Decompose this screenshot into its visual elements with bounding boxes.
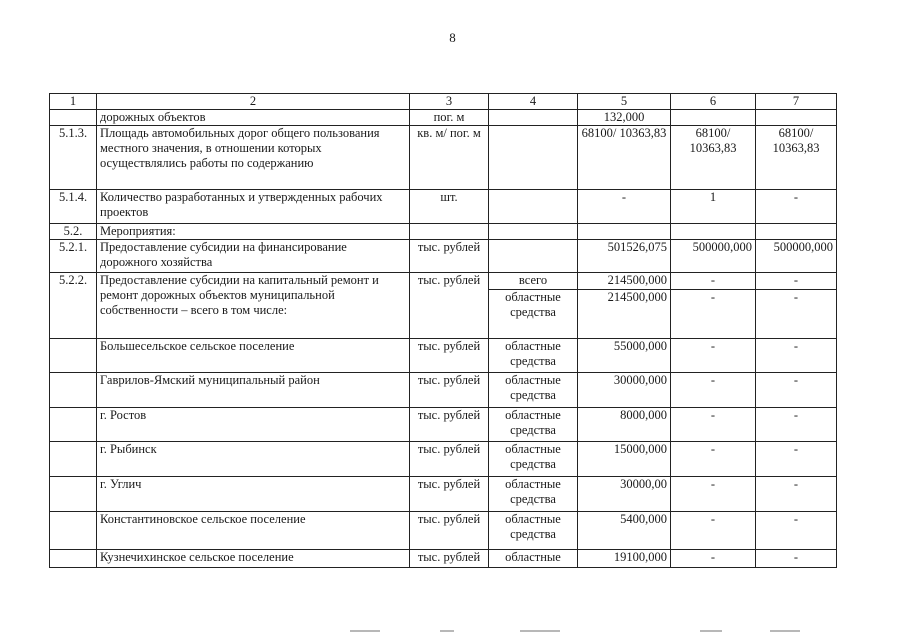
row-unit xyxy=(410,224,489,240)
row-unit: тыс. рублей xyxy=(410,339,489,373)
row-name: Площадь автомобильных дорог общего пользования местного значения, в отношении которых осуществлялись работы по содержанию xyxy=(97,126,410,190)
table-row xyxy=(50,550,837,568)
row-type: областные xyxy=(489,550,578,568)
table-row xyxy=(50,110,837,126)
header-cell: 4 xyxy=(489,94,578,110)
row-type xyxy=(489,240,578,273)
row-name: г. Рыбинск xyxy=(97,442,410,477)
row-name: Большесельское сельское поселение xyxy=(97,339,410,373)
row-value-6 xyxy=(671,224,756,240)
row-unit: тыс. рублей xyxy=(410,442,489,477)
row-value-6: - xyxy=(671,550,756,568)
row-unit: тыс. рублей xyxy=(410,408,489,442)
row-type: областные средства xyxy=(489,442,578,477)
row-value-6: - xyxy=(671,442,756,477)
row-type: областные средства xyxy=(489,512,578,550)
row-unit: тыс. рублей xyxy=(410,373,489,408)
row-value-5: 132,000 xyxy=(578,110,671,126)
row-value-5: 55000,000 xyxy=(578,339,671,373)
table-row xyxy=(50,408,837,442)
row-type: областные средства xyxy=(489,339,578,373)
table-row xyxy=(50,442,837,477)
header-cell: 5 xyxy=(578,94,671,110)
row-value-6: - xyxy=(671,408,756,442)
header-row xyxy=(50,94,837,110)
table-row xyxy=(50,190,837,224)
row-unit: тыс. рублей xyxy=(410,512,489,550)
row-type xyxy=(489,190,578,224)
row-unit: шт. xyxy=(410,190,489,224)
row-type xyxy=(489,110,578,126)
row-name: Кузнечихинское сельское поселение xyxy=(97,550,410,568)
row-name: дорожных объектов xyxy=(97,110,410,126)
row-number xyxy=(50,442,97,477)
row-number: 5.2. xyxy=(50,224,97,240)
row-number xyxy=(50,110,97,126)
row-value-7: - xyxy=(756,477,837,512)
row-unit: тыс. рублей xyxy=(410,550,489,568)
row-value-5: 30000,000 xyxy=(578,373,671,408)
table-row xyxy=(50,273,837,290)
header-cell: 6 xyxy=(671,94,756,110)
row-value-7: 68100/ 10363,83 xyxy=(756,126,837,190)
row-number: 5.1.4. xyxy=(50,190,97,224)
row-number: 5.2.2. xyxy=(50,273,97,339)
row-value-5: - xyxy=(578,190,671,224)
page-number: 8 xyxy=(449,30,456,45)
row-number: 5.2.1. xyxy=(50,240,97,273)
row-type: областные средства xyxy=(489,477,578,512)
row-value-7 xyxy=(756,110,837,126)
row-value-6: - xyxy=(671,477,756,512)
row-value-6: - xyxy=(671,290,756,339)
header-cell: 3 xyxy=(410,94,489,110)
row-value-6: 1 xyxy=(671,190,756,224)
row-value-7: - xyxy=(756,442,837,477)
row-unit: тыс. рублей xyxy=(410,273,489,339)
row-value-7: 500000,000 xyxy=(756,240,837,273)
row-number xyxy=(50,550,97,568)
header-cell: 1 xyxy=(50,94,97,110)
row-number xyxy=(50,339,97,373)
row-value-5: 214500,000 xyxy=(578,290,671,339)
table-row xyxy=(50,373,837,408)
row-value-6: - xyxy=(671,373,756,408)
row-value-6: - xyxy=(671,273,756,290)
row-value-5: 15000,000 xyxy=(578,442,671,477)
row-type: областные средства xyxy=(489,373,578,408)
row-name: г. Ростов xyxy=(97,408,410,442)
row-value-6: - xyxy=(671,512,756,550)
row-value-7: - xyxy=(756,408,837,442)
row-value-7: - xyxy=(756,550,837,568)
row-value-5 xyxy=(578,224,671,240)
table-row xyxy=(50,477,837,512)
row-unit: пог. м xyxy=(410,110,489,126)
row-unit: кв. м/ пог. м xyxy=(410,126,489,190)
row-value-5: 214500,000 xyxy=(578,273,671,290)
row-value-5: 501526,075 xyxy=(578,240,671,273)
row-type xyxy=(489,224,578,240)
row-name: Предоставление субсидии на финансирование дорожного хозяйства xyxy=(97,240,410,273)
row-value-7 xyxy=(756,224,837,240)
row-number: 5.1.3. xyxy=(50,126,97,190)
row-value-7: - xyxy=(756,190,837,224)
row-value-5: 5400,000 xyxy=(578,512,671,550)
row-value-5: 68100/ 10363,83 xyxy=(578,126,671,190)
row-type: областные средства xyxy=(489,290,578,339)
row-value-7: - xyxy=(756,373,837,408)
data-table xyxy=(49,93,837,568)
row-value-7: - xyxy=(756,512,837,550)
row-value-7: - xyxy=(756,290,837,339)
header-cell: 7 xyxy=(756,94,837,110)
row-value-5: 8000,000 xyxy=(578,408,671,442)
row-number xyxy=(50,477,97,512)
table-row xyxy=(50,224,837,240)
row-value-7: - xyxy=(756,339,837,373)
row-unit: тыс. рублей xyxy=(410,477,489,512)
table-row xyxy=(50,512,837,550)
row-number xyxy=(50,408,97,442)
table-row xyxy=(50,240,837,273)
row-name: г. Углич xyxy=(97,477,410,512)
row-name: Гаврилов-Ямский муниципальный район xyxy=(97,373,410,408)
row-unit: тыс. рублей xyxy=(410,240,489,273)
row-name: Количество разработанных и утвержденных рабочих проектов xyxy=(97,190,410,224)
row-value-5: 30000,00 xyxy=(578,477,671,512)
row-type xyxy=(489,126,578,190)
row-value-6: 68100/ 10363,83 xyxy=(671,126,756,190)
row-number xyxy=(50,512,97,550)
row-name: Предоставление субсидии на капитальный ремонт и ремонт дорожных объектов муниципальной собственности – всего в том числе: xyxy=(97,273,410,339)
table-row xyxy=(50,126,837,190)
row-value-6: 500000,000 xyxy=(671,240,756,273)
row-value-6 xyxy=(671,110,756,126)
row-name: Мероприятия: xyxy=(97,224,410,240)
row-number xyxy=(50,373,97,408)
table-row xyxy=(50,339,837,373)
header-cell: 2 xyxy=(97,94,410,110)
row-type: всего xyxy=(489,273,578,290)
scan-artifact xyxy=(0,628,905,636)
row-name: Константиновское сельское поселение xyxy=(97,512,410,550)
row-value-5: 19100,000 xyxy=(578,550,671,568)
row-type: областные средства xyxy=(489,408,578,442)
row-value-7: - xyxy=(756,273,837,290)
row-value-6: - xyxy=(671,339,756,373)
